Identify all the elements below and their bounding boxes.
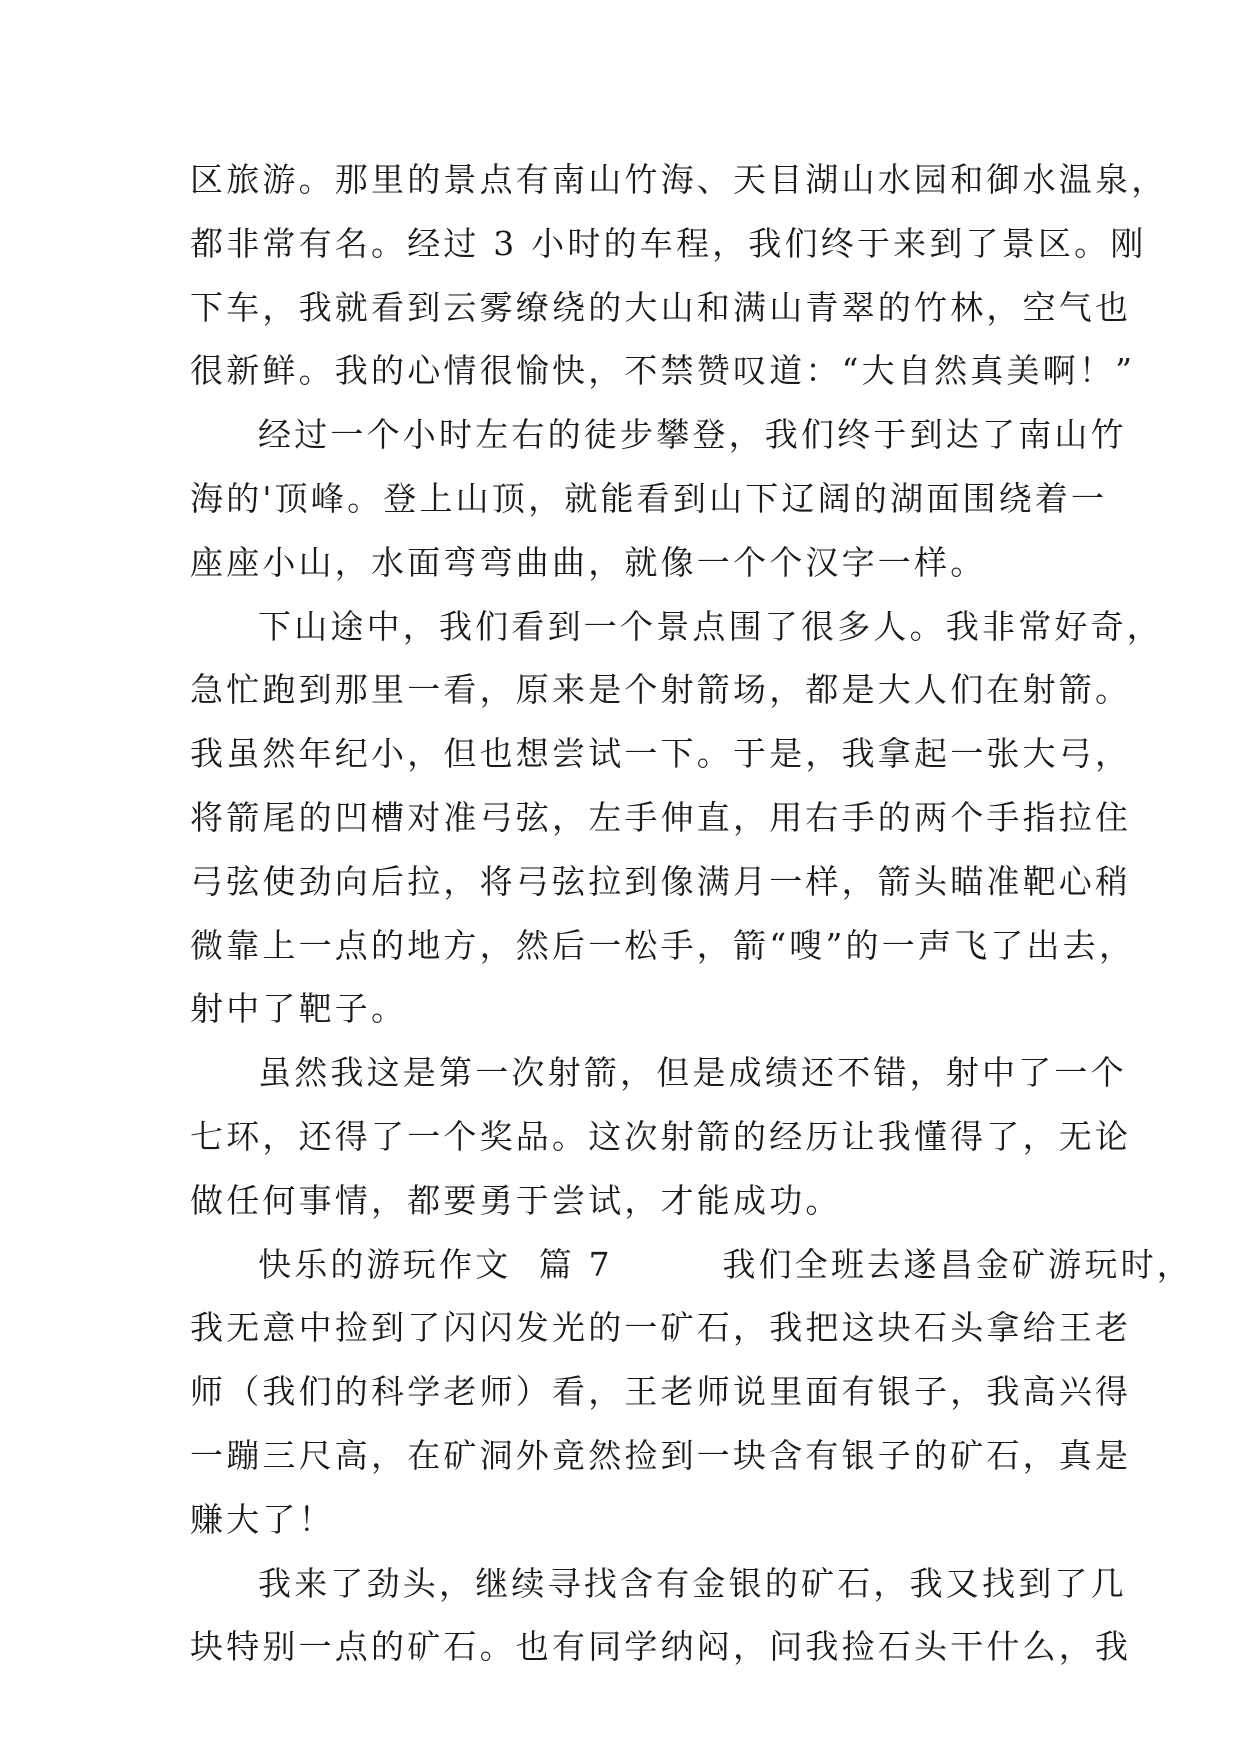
- text-line: 七环，还得了一个奖品。这次射箭的经历让我懂得了，无论: [190, 1116, 1132, 1156]
- paragraph-first-line: 经过一个小时左右的徒步攀登，我们终于到达了南山竹: [258, 415, 1127, 455]
- document-body: [190, 148, 1193, 1679]
- text-line: 很新鲜。我的心情很愉快，不禁赞叹道：“大自然真美啊！”: [190, 351, 1136, 391]
- text-line: 下车，我就看到云雾缭绕的大山和满山青翠的竹林，空气也: [190, 287, 1132, 327]
- text-line: 一蹦三尺高，在矿洞外竟然捡到一块含有银子的矿石，真是: [190, 1435, 1132, 1475]
- text-line: 我虽然年纪小，但也想尝试一下。于是，我拿起一张大弓，: [190, 734, 1132, 774]
- paragraph-first-line: 我来了劲头，继续寻找含有金银的矿石，我又找到了几: [258, 1563, 1127, 1603]
- text-line: 微靠上一点的地方，然后一松手，箭“嗖”的一声飞了出去，: [190, 925, 1136, 965]
- text-line: 赚大了！: [190, 1499, 335, 1539]
- paragraph-first-line: 虽然我这是第一次射箭，但是成绩还不错，射中了一个: [258, 1053, 1127, 1093]
- text-line: 都非常有名。经过 3 小时的车程，我们终于来到了景区。刚: [190, 223, 1147, 263]
- text-line: 块特别一点的矿石。也有同学纳闷，问我捡石头干什么，我: [190, 1627, 1132, 1667]
- section-heading-line: 快乐的游玩作文 篇 7 我们全班去遂昌金矿游玩时，: [258, 1244, 1193, 1284]
- text-line: 急忙跑到那里一看，原来是个射箭场，都是大人们在射箭。: [190, 670, 1132, 710]
- text-line: 将箭尾的凹槽对准弓弦，左手伸直，用右手的两个手指拉住: [190, 797, 1132, 837]
- text-line: 弓弦使劲向后拉，将弓弦拉到像满月一样，箭头瞄准靶心稍: [190, 861, 1132, 901]
- text-line: 师（我们的科学老师）看，王老师说里面有银子，我高兴得: [190, 1372, 1132, 1412]
- text-line: 我无意中捡到了闪闪发光的一矿石，我把这块石头拿给王老: [190, 1308, 1132, 1348]
- text-line: 海的'顶峰。登上山顶，就能看到山下辽阔的湖面围绕着一: [190, 478, 1108, 518]
- text-line: 做任何事情，都要勇于尝试，才能成功。: [190, 1180, 842, 1220]
- text-line: 座座小山，水面弯弯曲曲，就像一个个汉字一样。: [190, 542, 987, 582]
- paragraph-first-line: 下山途中，我们看到一个景点围了很多人。我非常好奇，: [258, 606, 1163, 646]
- text-line: 区旅游。那里的景点有南山竹海、天目湖山水园和御水温泉，: [190, 160, 1168, 199]
- text-line: 射中了靶子。: [190, 989, 408, 1029]
